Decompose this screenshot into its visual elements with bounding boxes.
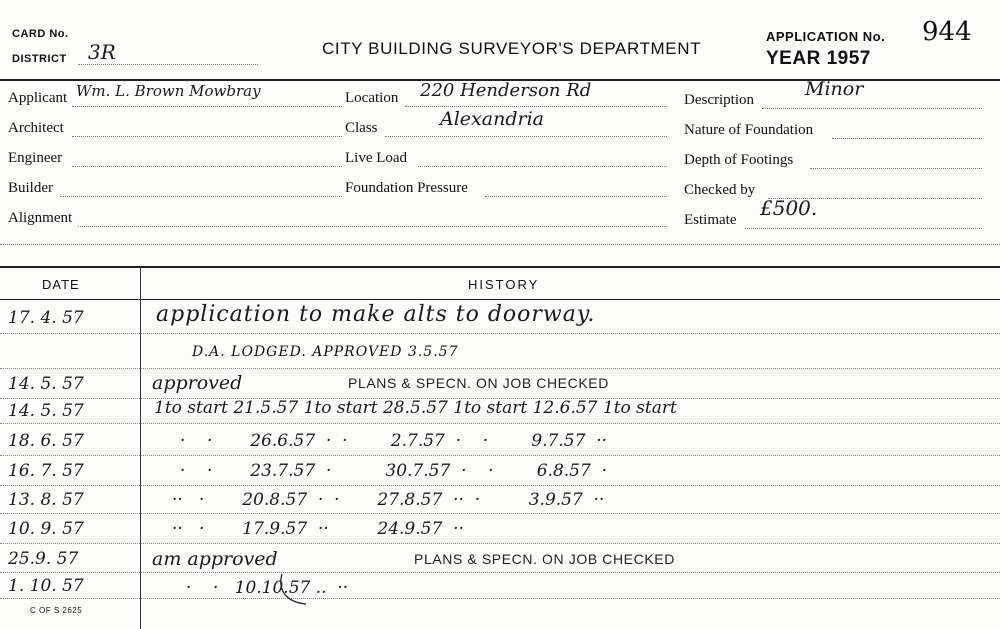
row-history: am approved xyxy=(152,548,278,570)
builder-line xyxy=(60,196,342,197)
row-history: · · 26.6.57 · · 2.7.57 · · 9.7.57 ·· xyxy=(180,431,608,451)
date-header: DATE xyxy=(42,277,80,292)
row-line xyxy=(0,423,1000,424)
row-date: 25.9. 57 xyxy=(8,549,79,569)
row-date: 14. 5. 57 xyxy=(8,374,84,394)
row-line xyxy=(0,598,1000,599)
row-date: 18. 6. 57 xyxy=(8,431,84,451)
row-history: · · 10.10.57 .. ·· xyxy=(186,578,349,598)
card-no-label: CARD No. xyxy=(12,28,69,40)
row-line xyxy=(0,543,1000,544)
applicant-value: Wm. L. Brown Mowbray xyxy=(76,82,261,100)
engineer-line xyxy=(72,166,342,167)
department-title: CITY BUILDING SURVEYOR'S DEPARTMENT xyxy=(322,39,702,58)
location-label: Location xyxy=(345,90,399,106)
row-stamp: PLANS & SPECN. ON JOB CHECKED xyxy=(348,375,609,391)
applicant-line xyxy=(72,106,342,107)
pen-mark-icon xyxy=(276,570,316,610)
row-line xyxy=(0,333,1000,334)
description-line xyxy=(762,108,982,109)
estimate-line xyxy=(745,228,982,229)
alignment-line xyxy=(78,226,667,227)
row-history: ·· · 17.9.57 ·· 24.9.57 ·· xyxy=(172,519,464,539)
row-date: 16. 7. 57 xyxy=(8,461,84,481)
class-value: Alexandria xyxy=(440,108,544,130)
engineer-label: Engineer xyxy=(8,150,63,166)
foundation-pressure-label: Foundation Pressure xyxy=(345,180,468,196)
row-history: D.A. LODGED. APPROVED 3.5.57 xyxy=(192,344,459,360)
row-line xyxy=(0,513,1000,514)
table-top-rule xyxy=(0,266,1000,268)
live-load-line xyxy=(418,166,667,167)
foundation-pressure-line xyxy=(485,196,667,197)
district-line xyxy=(78,64,258,65)
row-history: approved xyxy=(152,372,243,394)
row-stamp: PLANS & SPECN. ON JOB CHECKED xyxy=(414,551,675,567)
row-history: ·· · 20.8.57 · · 27.8.57 ·· · 3.9.57 ·· xyxy=(172,490,605,510)
checked-by-label: Checked by xyxy=(684,182,756,198)
year-label: YEAR 1957 xyxy=(766,48,871,69)
row-line xyxy=(0,485,1000,486)
row-history: · · 23.7.57 · 30.7.57 · · 6.8.57 · xyxy=(180,461,608,481)
depth-label: Depth of Footings xyxy=(684,152,794,168)
estimate-label: Estimate xyxy=(684,212,737,228)
date-column-divider xyxy=(140,266,141,629)
alignment-label: Alignment xyxy=(8,210,73,226)
row-date: 17. 4. 57 xyxy=(8,308,84,328)
nature-label: Nature of Foundation xyxy=(684,122,814,138)
row-date: 1. 10. 57 xyxy=(8,576,84,596)
nature-line xyxy=(832,138,982,139)
estimate-value: £500. xyxy=(760,196,818,220)
row-date: 10. 9. 57 xyxy=(8,519,84,539)
row-history: application to make alts to doorway. xyxy=(156,302,596,327)
location-line xyxy=(405,106,667,107)
district-label: DISTRICT xyxy=(12,53,67,65)
row-date: 13. 8. 57 xyxy=(8,490,84,510)
class-label: Class xyxy=(345,120,378,136)
table-header-rule xyxy=(0,299,1000,300)
row-line xyxy=(0,572,1000,573)
fields-bottom-line xyxy=(0,244,1000,245)
live-load-label: Live Load xyxy=(345,150,408,166)
description-label: Description xyxy=(684,92,754,108)
architect-label: Architect xyxy=(8,120,64,136)
application-number: 944 xyxy=(922,17,972,47)
district-value: 3R xyxy=(88,40,116,64)
builder-label: Builder xyxy=(8,180,53,196)
row-line xyxy=(0,455,1000,456)
class-line xyxy=(385,136,667,137)
row-date: 14. 5. 57 xyxy=(8,401,84,421)
row-line xyxy=(0,368,1000,369)
application-label: APPLICATION No. xyxy=(766,29,886,44)
description-value: Minor xyxy=(805,78,864,100)
depth-line xyxy=(810,168,982,169)
architect-line xyxy=(72,136,342,137)
history-header: HISTORY xyxy=(468,277,540,292)
row-history: 1to start 21.5.57 1to start 28.5.57 1to start 12.6.57 1to start xyxy=(154,398,677,418)
location-value: 220 Henderson Rd xyxy=(420,80,592,101)
form-code: C OF S 2625 xyxy=(30,606,83,615)
applicant-label: Applicant xyxy=(8,90,68,106)
